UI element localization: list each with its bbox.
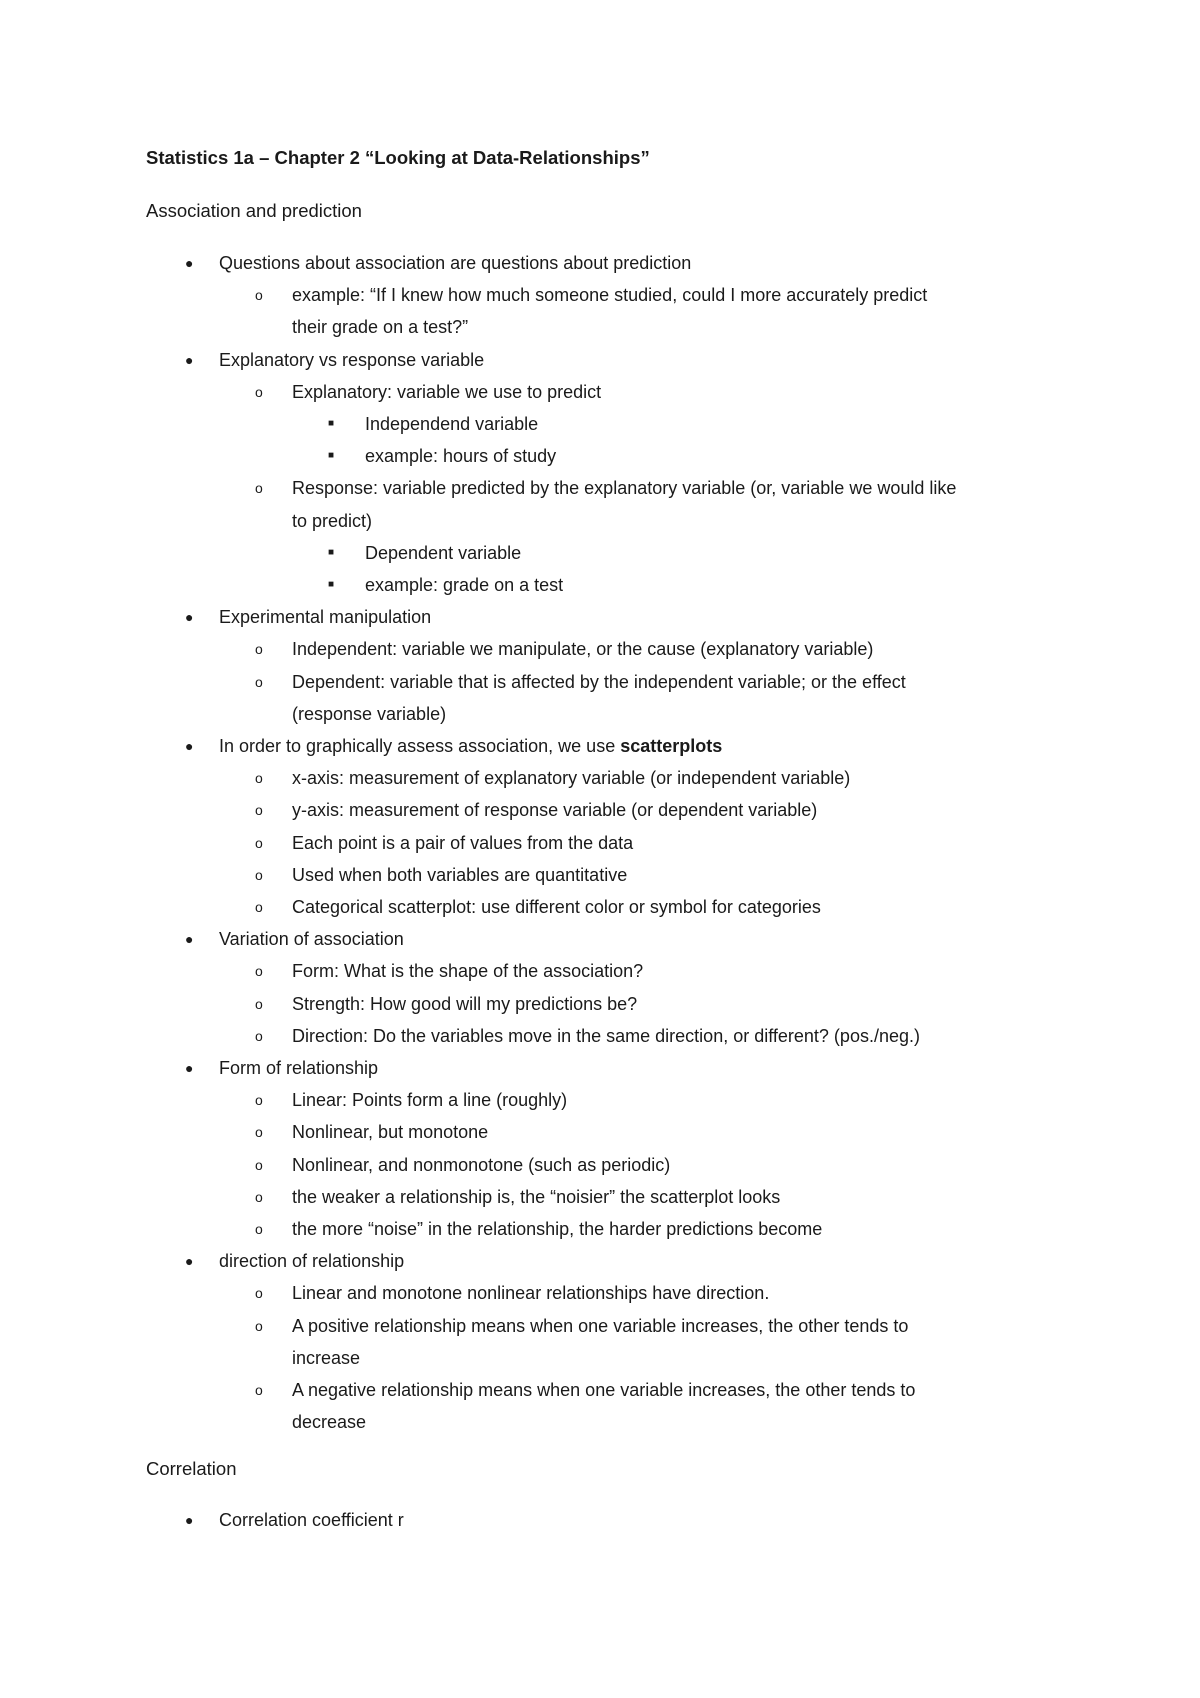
bullet-marker-level-3: ■	[328, 450, 335, 462]
list-item	[292, 381, 601, 403]
list-item-text: Linear and monotone nonlinear relationships have direction.	[292, 1283, 770, 1304]
list-item	[292, 896, 821, 918]
list-item	[219, 735, 722, 757]
list-item-text: In order to graphically assess association, we use	[219, 736, 621, 756]
list-item	[292, 1347, 360, 1369]
list-item-text: Explanatory vs response variable	[219, 349, 485, 370]
list-item	[365, 574, 563, 596]
bullet-marker-level-2: o	[255, 1285, 263, 1302]
bullet-marker-level-2: o	[255, 770, 263, 787]
list-item	[292, 1121, 488, 1143]
list-item	[292, 1089, 567, 1111]
list-item	[292, 960, 643, 982]
list-item-text: Dependent variable	[365, 542, 522, 563]
list-item-text: Explanatory: variable we use to predict	[292, 381, 602, 402]
list-item	[292, 477, 956, 499]
list-item	[219, 252, 691, 274]
list-item	[219, 1250, 404, 1272]
list-item-text: example: hours of study	[365, 446, 557, 467]
list-item	[292, 1411, 366, 1433]
bullet-marker-level-3: ■	[328, 546, 335, 558]
list-item-text: Nonlinear, but monotone	[292, 1122, 489, 1143]
list-item-text: Dependent: variable that is affected by the independent variable; or the effect	[292, 671, 906, 692]
bullet-marker-level-1: ●	[185, 351, 194, 368]
list-item-text: Questions about association are questions about prediction	[219, 253, 692, 273]
list-item	[292, 799, 817, 821]
list-item-text: to predict)	[292, 510, 373, 531]
list-item-text: Independend variable	[365, 414, 539, 434]
list-item-text: Categorical scatterplot: use different color or symbol for categories	[292, 897, 821, 917]
list-item-text: increase	[292, 1347, 361, 1368]
list-item	[292, 1315, 908, 1337]
list-item-text: Each point is a pair of values from the data	[292, 832, 634, 853]
list-item	[292, 1282, 769, 1304]
bullet-marker-level-2: o	[255, 287, 263, 304]
list-item-text: (response variable)	[292, 703, 447, 724]
list-item-text: Variation of association	[219, 929, 404, 950]
list-item	[219, 1509, 404, 1531]
bullet-marker-level-2: o	[255, 673, 263, 690]
bullet-marker-level-2: o	[255, 480, 263, 497]
list-item	[219, 1057, 378, 1079]
list-item-text: example: “If I knew how much someone studied, could I more accurately predict	[292, 285, 928, 306]
bullet-marker-level-2: o	[255, 1221, 263, 1237]
list-item-text: example: grade on a test	[365, 575, 564, 595]
list-item	[219, 606, 431, 628]
bullet-marker-level-2: o	[255, 1382, 263, 1398]
list-item-text: Independent: variable we manipulate, or the cause (explanatory variable)	[292, 639, 874, 660]
bullet-marker-level-2: o	[255, 1027, 263, 1044]
list-item-text: Experimental manipulation	[219, 607, 432, 628]
list-item	[292, 767, 850, 789]
bullet-marker-level-2: o	[255, 995, 263, 1012]
bullet-marker-level-2: o	[255, 383, 263, 400]
list-item	[292, 1025, 920, 1047]
bullet-marker-level-1: ●	[185, 1253, 194, 1270]
bullet-marker-level-1: ●	[185, 609, 194, 626]
list-item	[292, 703, 446, 725]
bullet-marker-level-2: o	[255, 1156, 263, 1173]
list-item-text: the more “noise” in the relationship, the harder predictions become	[292, 1219, 823, 1239]
section-heading-correlation: Correlation	[146, 1458, 237, 1479]
list-item-text: Response: variable predicted by the explanatory variable (or, variable we would like	[292, 478, 957, 499]
list-item-text: Nonlinear, and nonmonotone (such as periodic)	[292, 1154, 671, 1175]
bullet-marker-level-2: o	[255, 866, 263, 883]
bullet-marker-level-2: o	[255, 1092, 263, 1109]
list-item	[292, 638, 873, 660]
list-item-text: x-axis: measurement of explanatory variable (or independent variable)	[292, 768, 851, 789]
list-item-text: Linear: Points form a line (roughly)	[292, 1090, 568, 1111]
list-item	[292, 510, 372, 532]
bullet-marker-level-2: o	[255, 1124, 263, 1141]
list-item	[365, 542, 521, 564]
list-item	[292, 316, 468, 338]
bullet-marker-level-3: ■	[328, 579, 335, 590]
list-item-text: Form: What is the shape of the association?	[292, 961, 644, 982]
list-item-text: direction of relationship	[219, 1251, 405, 1272]
bullet-marker-level-1: ●	[185, 738, 194, 754]
bullet-marker-level-2: o	[255, 641, 263, 658]
bullet-marker-level-1: ●	[185, 1060, 194, 1076]
list-item	[292, 284, 927, 306]
list-item	[292, 993, 637, 1015]
bullet-marker-level-1: ●	[185, 1512, 194, 1528]
bullet-marker-level-1: ●	[185, 255, 194, 271]
list-item-text: y-axis: measurement of response variable (or dependent variable)	[292, 800, 818, 821]
list-item-text: A positive relationship means when one variable increases, the other tends to	[292, 1315, 909, 1336]
bullet-marker-level-2: o	[255, 834, 263, 851]
list-item	[219, 349, 484, 371]
section-heading-association: Association and prediction	[146, 200, 362, 221]
list-item-text: Correlation coefficient r	[219, 1510, 404, 1530]
bullet-marker-level-2: o	[255, 1317, 263, 1334]
list-item-text: Strength: How good will my predictions be?	[292, 993, 638, 1014]
list-item	[292, 864, 627, 886]
list-item-text: the weaker a relationship is, the “noisier” the scatterplot looks	[292, 1186, 781, 1207]
bullet-marker-level-3: ■	[328, 418, 335, 429]
list-item	[292, 1186, 780, 1208]
bullet-marker-level-2: o	[255, 1188, 263, 1205]
list-item-text: A negative relationship means when one variable increases, the other tends to	[292, 1380, 916, 1400]
list-item-text: Form of relationship	[219, 1058, 379, 1078]
list-item	[292, 671, 906, 693]
list-item	[365, 413, 538, 435]
list-item-bold-term: scatterplots	[620, 736, 723, 756]
bullet-marker-level-2: o	[255, 963, 263, 980]
list-item	[292, 1154, 670, 1176]
list-item-text: decrease	[292, 1412, 367, 1433]
bullet-marker-level-2: o	[255, 899, 263, 915]
list-item-text: Used when both variables are quantitative	[292, 864, 628, 885]
list-item	[219, 928, 404, 950]
list-item	[292, 1379, 915, 1401]
list-item	[365, 445, 556, 467]
page-title: Statistics 1a – Chapter 2 “Looking at Data-Relationships”	[146, 147, 650, 168]
list-item	[292, 832, 633, 854]
bullet-marker-level-1: ●	[185, 931, 194, 948]
list-item	[292, 1218, 822, 1240]
list-item-text: their grade on a test?”	[292, 317, 469, 338]
bullet-marker-level-2: o	[255, 802, 263, 819]
list-item-text: Direction: Do the variables move in the same direction, or different? (pos./neg.)	[292, 1025, 920, 1046]
